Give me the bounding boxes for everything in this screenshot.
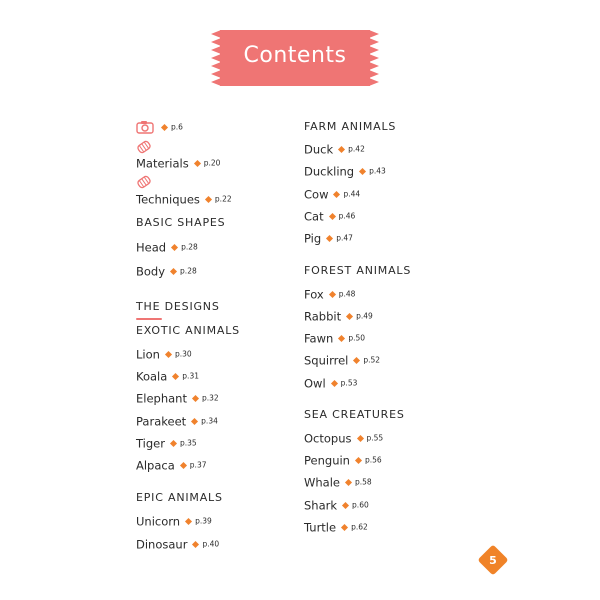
toc-entry[interactable]: Tiger p.35 — [136, 436, 197, 451]
bullet-diamond — [191, 418, 198, 425]
toc-entry[interactable]: Elephant p.32 — [136, 391, 219, 406]
bullet-diamond — [329, 291, 336, 298]
toc-entry[interactable]: Parakeet p.34 — [136, 414, 218, 429]
title-banner — [220, 30, 370, 86]
toc-entry[interactable]: Duck p.42 — [304, 142, 365, 157]
toc-entry[interactable]: Body p.28 — [136, 264, 197, 279]
banner-zigzag-right — [369, 30, 379, 86]
heading-underline — [136, 318, 162, 320]
section-heading-farm-animals: FARM ANIMALS — [304, 120, 397, 133]
yarn-ball-icon — [136, 174, 152, 190]
toc-entry[interactable]: Owl p.53 — [304, 376, 358, 391]
section-heading-exotic-animals: EXOTIC ANIMALS — [136, 324, 240, 337]
bullet-diamond — [329, 213, 336, 220]
page-ref: p.22 — [214, 194, 232, 204]
page-title: Contents — [243, 43, 347, 68]
bullet-diamond — [355, 457, 362, 464]
bullet-diamond — [338, 335, 345, 342]
toc-entry[interactable]: Koala p.31 — [136, 369, 199, 384]
toc-entry[interactable]: Pig p.47 — [304, 231, 353, 246]
section-heading-epic-animals: EPIC ANIMALS — [136, 491, 223, 504]
bullet-diamond — [170, 440, 177, 447]
toc-entry[interactable]: Whale p.58 — [304, 475, 372, 490]
section-heading-basic-shapes: BASIC SHAPES — [136, 216, 226, 229]
bullet-diamond — [341, 524, 348, 531]
bullet-diamond — [356, 435, 363, 442]
yarn-ball-icon — [136, 139, 152, 155]
bullet-diamond — [326, 235, 333, 242]
toc-entry[interactable]: Penguin p.56 — [304, 453, 382, 468]
toc-entry[interactable]: Duckling p.43 — [304, 164, 386, 179]
toc-entry[interactable]: Dinosaur p.40 — [136, 537, 220, 552]
toc-entry[interactable]: Squirrel p.52 — [304, 353, 381, 368]
bullet-diamond — [346, 313, 353, 320]
bullet-diamond — [331, 380, 338, 387]
intro-entry-materials[interactable]: Materials p.20 — [136, 156, 221, 171]
intro-entry-camera[interactable] — [156, 120, 183, 135]
toc-entry[interactable]: Octopus p.55 — [304, 431, 384, 446]
bullet-diamond — [345, 479, 352, 486]
page-number: 5 — [489, 554, 497, 567]
bullet-diamond — [185, 518, 192, 525]
bullet-diamond — [161, 124, 168, 131]
bullet-diamond — [192, 541, 199, 548]
toc-entry[interactable]: Fawn p.50 — [304, 331, 366, 346]
page-ref: p.6 — [171, 122, 183, 132]
bullet-diamond — [172, 373, 179, 380]
bullet-diamond — [165, 351, 172, 358]
toc-entry[interactable]: Cat p.46 — [304, 209, 356, 224]
toc-entry[interactable]: Shark p.60 — [304, 498, 369, 513]
bullet-diamond — [194, 160, 201, 167]
toc-entry[interactable]: Alpaca p.37 — [136, 458, 207, 473]
toc-entry[interactable]: Fox p.48 — [304, 287, 356, 302]
toc-entry[interactable]: Rabbit p.49 — [304, 309, 373, 324]
bullet-diamond — [170, 268, 177, 275]
bullet-diamond — [180, 462, 187, 469]
bullet-diamond — [205, 196, 212, 203]
bullet-diamond — [359, 168, 366, 175]
section-heading-sea-creatures: SEA CREATURES — [304, 408, 405, 421]
bullet-diamond — [192, 395, 199, 402]
bullet-diamond — [342, 502, 349, 509]
page-ref: p.20 — [203, 158, 221, 168]
section-heading-the-designs: THE DESIGNS — [136, 300, 220, 313]
camera-icon — [136, 120, 154, 134]
bullet-diamond — [338, 146, 345, 153]
section-heading-forest-animals: FOREST ANIMALS — [304, 264, 412, 277]
bullet-diamond — [353, 357, 360, 364]
toc-entry[interactable]: Unicorn p.39 — [136, 514, 212, 529]
bullet-diamond — [171, 244, 178, 251]
toc-entry[interactable]: Cow p.44 — [304, 187, 361, 202]
bullet-diamond — [333, 191, 340, 198]
toc-entry[interactable]: Turtle p.62 — [304, 520, 368, 535]
intro-entry-techniques[interactable]: Techniques p.22 — [136, 192, 232, 207]
toc-entry[interactable]: Head p.28 — [136, 240, 198, 255]
toc-entry[interactable]: Lion p.30 — [136, 347, 192, 362]
